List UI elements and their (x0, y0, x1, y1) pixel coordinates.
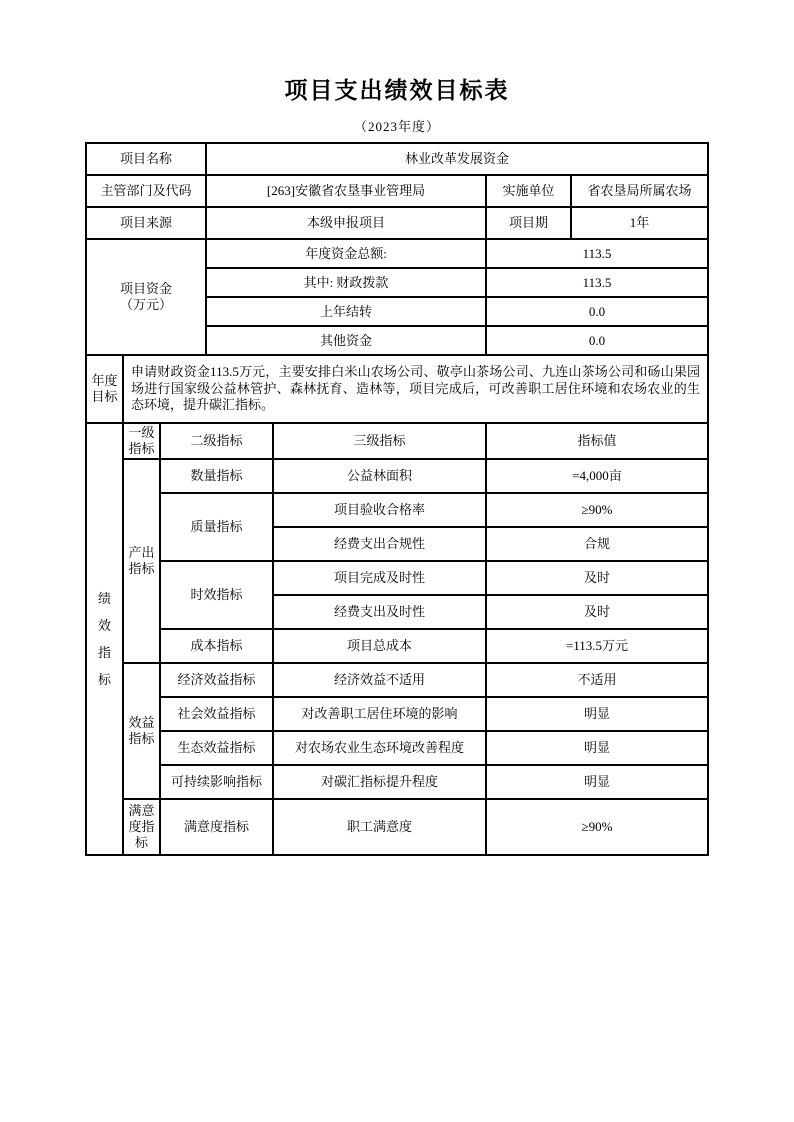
indicator-value: 及时 (486, 595, 708, 629)
table-row (86, 355, 708, 423)
page-title: 项目支出绩效目标表 (284, 78, 510, 103)
funds-fiscal-value: 113.5 (486, 268, 708, 297)
level2-quantity: 数量指标 (160, 459, 273, 493)
project-name-label: 项目名称 (86, 143, 206, 175)
level3-indicator: 职工满意度 (273, 799, 486, 855)
header-value: 指标值 (486, 423, 708, 459)
funds-total-label: 年度资金总额: (206, 239, 486, 268)
funds-label-line1: 项目资金 (119, 281, 172, 296)
period-label: 项目期 (486, 207, 571, 239)
indicator-value: =4,000亩 (486, 459, 708, 493)
level2-economic: 经济效益指标 (160, 663, 273, 697)
annual-goal-label: 年度目标 (86, 355, 123, 423)
indicator-value: 明显 (486, 697, 708, 731)
funds-label-line2: （万元） (119, 297, 172, 312)
source-label: 项目来源 (86, 207, 206, 239)
header-level2: 二级指标 (160, 423, 273, 459)
funds-other-value: 0.0 (486, 326, 708, 355)
indicator-row (86, 629, 708, 663)
indicators-side-label: 绩效指标 (97, 591, 111, 687)
indicator-row (86, 799, 708, 855)
level3-indicator: 项目总成本 (273, 629, 486, 663)
indicator-value: 合规 (486, 527, 708, 561)
table-row (86, 423, 708, 459)
level3-indicator: 对碳汇指标提升程度 (273, 765, 486, 799)
level3-indicator: 项目验收合格率 (273, 493, 486, 527)
indicator-value: 及时 (486, 561, 708, 595)
level1-output: 产出指标 (123, 459, 160, 663)
header-level3: 三级指标 (273, 423, 486, 459)
level1-satisfaction: 满意度指标 (123, 799, 160, 855)
level3-indicator: 经济效益不适用 (273, 663, 486, 697)
level3-indicator: 公益林面积 (273, 459, 486, 493)
level2-sustainability: 可持续影响指标 (160, 765, 273, 799)
level1-benefit: 效益指标 (123, 663, 160, 799)
table-row (86, 175, 708, 207)
indicator-value: ≥90% (486, 493, 708, 527)
impl-unit-label: 实施单位 (486, 175, 571, 207)
annual-goal-text-cell (123, 355, 708, 423)
department-label: 主管部门及代码 (86, 175, 206, 207)
table-row (86, 207, 708, 239)
department-value: [263]安徽省农垦事业管理局 (206, 175, 486, 207)
indicator-value: 明显 (486, 731, 708, 765)
indicator-row (86, 697, 708, 731)
funds-total-value: 113.5 (486, 239, 708, 268)
period-value: 1年 (571, 207, 708, 239)
level3-indicator: 项目完成及时性 (273, 561, 486, 595)
indicator-value: 明显 (486, 765, 708, 799)
indicator-row (86, 731, 708, 765)
funds-other-label: 其他资金 (206, 326, 486, 355)
level3-indicator: 经费支出及时性 (273, 595, 486, 629)
impl-unit-value: 省农垦局所属农场 (571, 175, 708, 207)
level2-cost: 成本指标 (160, 629, 273, 663)
performance-target-table (85, 142, 709, 856)
project-name-value: 林业改革发展资金 (206, 143, 708, 175)
indicator-row (86, 493, 708, 527)
annual-goal-text: 申请财政资金113.5万元，主要安排白米山农场公司、敬亭山茶场公司、九连山茶场公司和砀山果园场进行国家级公益林管护、森林抚育、造林等，项目完成后，可改善职工居住环境和农场农业的生态环境，提升碳汇指标。 (130, 364, 701, 413)
indicator-value: ≥90% (486, 799, 708, 855)
funds-label (86, 239, 206, 355)
funds-carryover-value: 0.0 (486, 297, 708, 326)
indicators-side-label-cell (86, 423, 123, 855)
level2-social: 社会效益指标 (160, 697, 273, 731)
indicator-row (86, 459, 708, 493)
table-row (86, 239, 708, 268)
header-level1: 一级指标 (123, 423, 160, 459)
funds-carryover-label: 上年结转 (206, 297, 486, 326)
table-row (86, 143, 708, 175)
indicator-row (86, 663, 708, 697)
level2-timeliness: 时效指标 (160, 561, 273, 629)
indicator-row (86, 765, 708, 799)
level3-indicator: 对农场农业生态环境改善程度 (273, 731, 486, 765)
level3-indicator: 经费支出合规性 (273, 527, 486, 561)
indicator-value: 不适用 (486, 663, 708, 697)
level2-satisfaction: 满意度指标 (160, 799, 273, 855)
source-value: 本级申报项目 (206, 207, 486, 239)
funds-fiscal-label: 其中: 财政拨款 (206, 268, 486, 297)
level2-quality: 质量指标 (160, 493, 273, 561)
indicator-row (86, 561, 708, 595)
level3-indicator: 对改善职工居住环境的影响 (273, 697, 486, 731)
indicator-value: =113.5万元 (486, 629, 708, 663)
level2-ecological: 生态效益指标 (160, 731, 273, 765)
page-subtitle: （2023年度） (353, 119, 440, 134)
